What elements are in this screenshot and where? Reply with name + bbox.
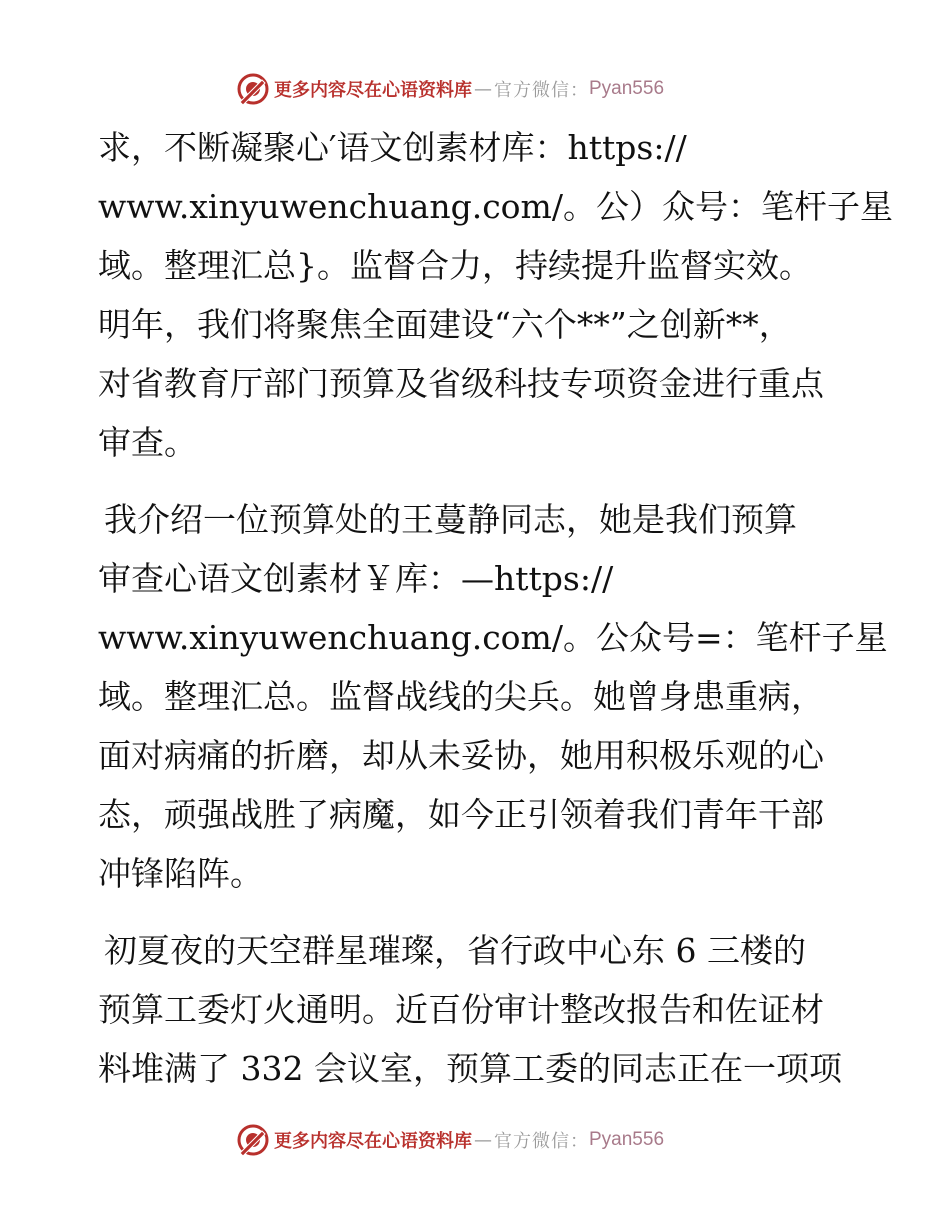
paragraph-gap bbox=[98, 903, 858, 921]
header-watermark bbox=[236, 72, 664, 106]
paragraph bbox=[98, 118, 893, 472]
watermark-handle: Pyan556 bbox=[589, 78, 665, 99]
text-line: 料堆满了 332 会议室，预算工委的同志正在一项项 bbox=[98, 1049, 842, 1088]
text-line: www.xinyuwenchuang.com/。公）众号：笔杆子星 bbox=[98, 187, 893, 226]
text-line: 审查。 bbox=[98, 423, 197, 462]
text-line: 域。整理汇总。监督战线的尖兵。她曾身患重病， bbox=[98, 677, 824, 716]
text-line: 初夏夜的天空群星璀璨，省行政中心东 6 三楼的 bbox=[104, 931, 806, 970]
paragraph-gap bbox=[98, 472, 858, 490]
text-line: 对省教育厅部门预算及省级科技专项资金进行重点 bbox=[98, 364, 824, 403]
text-line: 冲锋陷阵。 bbox=[98, 854, 263, 893]
text-line: 审查心语文创素材￥库：—https:// bbox=[98, 559, 614, 598]
text-line: 域。整理汇总}。监督合力，持续提升监督实效。 bbox=[98, 246, 812, 285]
footer-watermark bbox=[236, 1123, 664, 1157]
text-line: 明年，我们将聚焦全面建设“六个**”之创新**， bbox=[98, 305, 792, 344]
paragraph bbox=[98, 490, 888, 903]
watermark-handle: Pyan556 bbox=[589, 1129, 665, 1150]
paragraph bbox=[98, 921, 858, 1098]
text-line: www.xinyuwenchuang.com/。公众号=：笔杆子星 bbox=[98, 618, 888, 657]
text-line: 预算工委灯火通明。近百份审计整改报告和佐证材 bbox=[98, 990, 824, 1029]
pen-logo-icon bbox=[236, 1123, 270, 1157]
text-line: 求，不断凝聚心′语文创素材库：https:// bbox=[98, 128, 687, 167]
document-body bbox=[98, 118, 893, 1098]
text-line: 面对病痛的折磨，却从未妥协，她用积极乐观的心 bbox=[98, 736, 824, 775]
pen-logo-icon bbox=[236, 72, 270, 106]
text-line: 态，顽强战胜了病魔，如今正引领着我们青年干部 bbox=[98, 795, 824, 834]
watermark-official-label: 官方微信： bbox=[494, 80, 589, 101]
watermark-separator: — bbox=[474, 1129, 492, 1151]
text-line: 我介绍一位预算处的王蔓静同志，她是我们预算 bbox=[104, 500, 797, 539]
watermark-brand: 更多内容尽在心语资料库 bbox=[274, 1131, 472, 1152]
watermark-separator: — bbox=[474, 78, 492, 100]
watermark-official-label: 官方微信： bbox=[494, 1131, 589, 1152]
watermark-brand: 更多内容尽在心语资料库 bbox=[274, 80, 472, 101]
